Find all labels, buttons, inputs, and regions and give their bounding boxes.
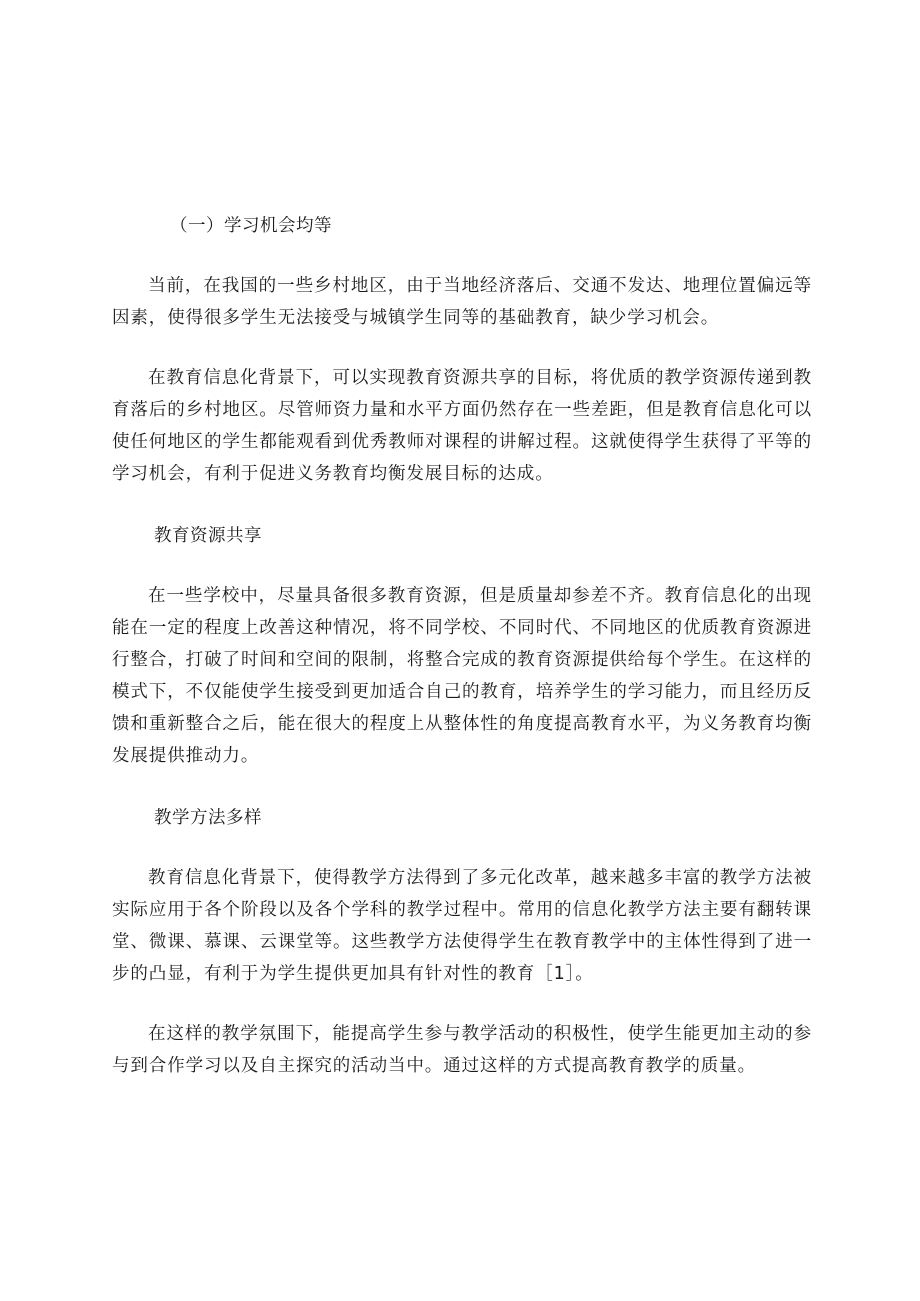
paragraph-rural-areas: 当前，在我国的一些乡村地区，由于当地经济落后、交通不发达、地理位置偏远等因素，使得很多学生无法接受与城镇学生同等的基础教育，缺少学习机会。 <box>112 276 812 328</box>
section-heading-teaching-methods: 教学方法多样 <box>154 808 262 828</box>
section-heading-resource-sharing: 教育资源共享 <box>154 526 262 546</box>
paragraph-resource-sharing-goal: 在教育信息化背景下，可以实现教育资源共享的目标，将优质的教学资源传递到教育落后的乡村地区。尽管师资力量和水平方面仍然存在一些差距，但是教育信息化可以使任何地区的学生都能观看到优秀教师对课程的讲解过程。这就使得学生获得了平等的学习机会，有利于促进义务教育均衡发展目标的达成。 <box>112 368 812 484</box>
document-body <box>112 214 812 1082</box>
paragraph-resource-integration: 在一些学校中，尽量具备很多教育资源，但是质量却参差不齐。教育信息化的出现能在一定的程度上改善这种情况，将不同学校、不同时代、不同地区的优质教育资源进行整合，打破了时间和空间的限制，将整合完成的教育资源提供给每个学生。在这样的模式下，不仅能使学生接受到更加适合自己的教育，培养学生的学习能力，而且经历反馈和重新整合之后，能在很大的程度上从整体性的角度提高教育水平，为义务教育均衡发展提供推动力。 <box>112 586 812 766</box>
paragraph-teaching-methods: 教育信息化背景下，使得教学方法得到了多元化改革，越来越多丰富的教学方法被实际应用于各个阶段以及各个学科的教学过程中。常用的信息化教学方法主要有翻转课堂、微课、慕课、云课堂等。这些教学方法使得学生在教育教学中的主体性得到了进一步的凸显，有利于为学生提供更加具有针对性的教育［1］。 <box>112 868 812 984</box>
paragraph-teaching-atmosphere: 在这样的教学氛围下，能提高学生参与教学活动的积极性，使学生能更加主动的参与到合作学习以及自主探究的活动当中。通过这样的方式提高教育教学的质量。 <box>112 1024 812 1076</box>
section-heading-opportunity: （一）学习机会均等 <box>170 216 332 236</box>
